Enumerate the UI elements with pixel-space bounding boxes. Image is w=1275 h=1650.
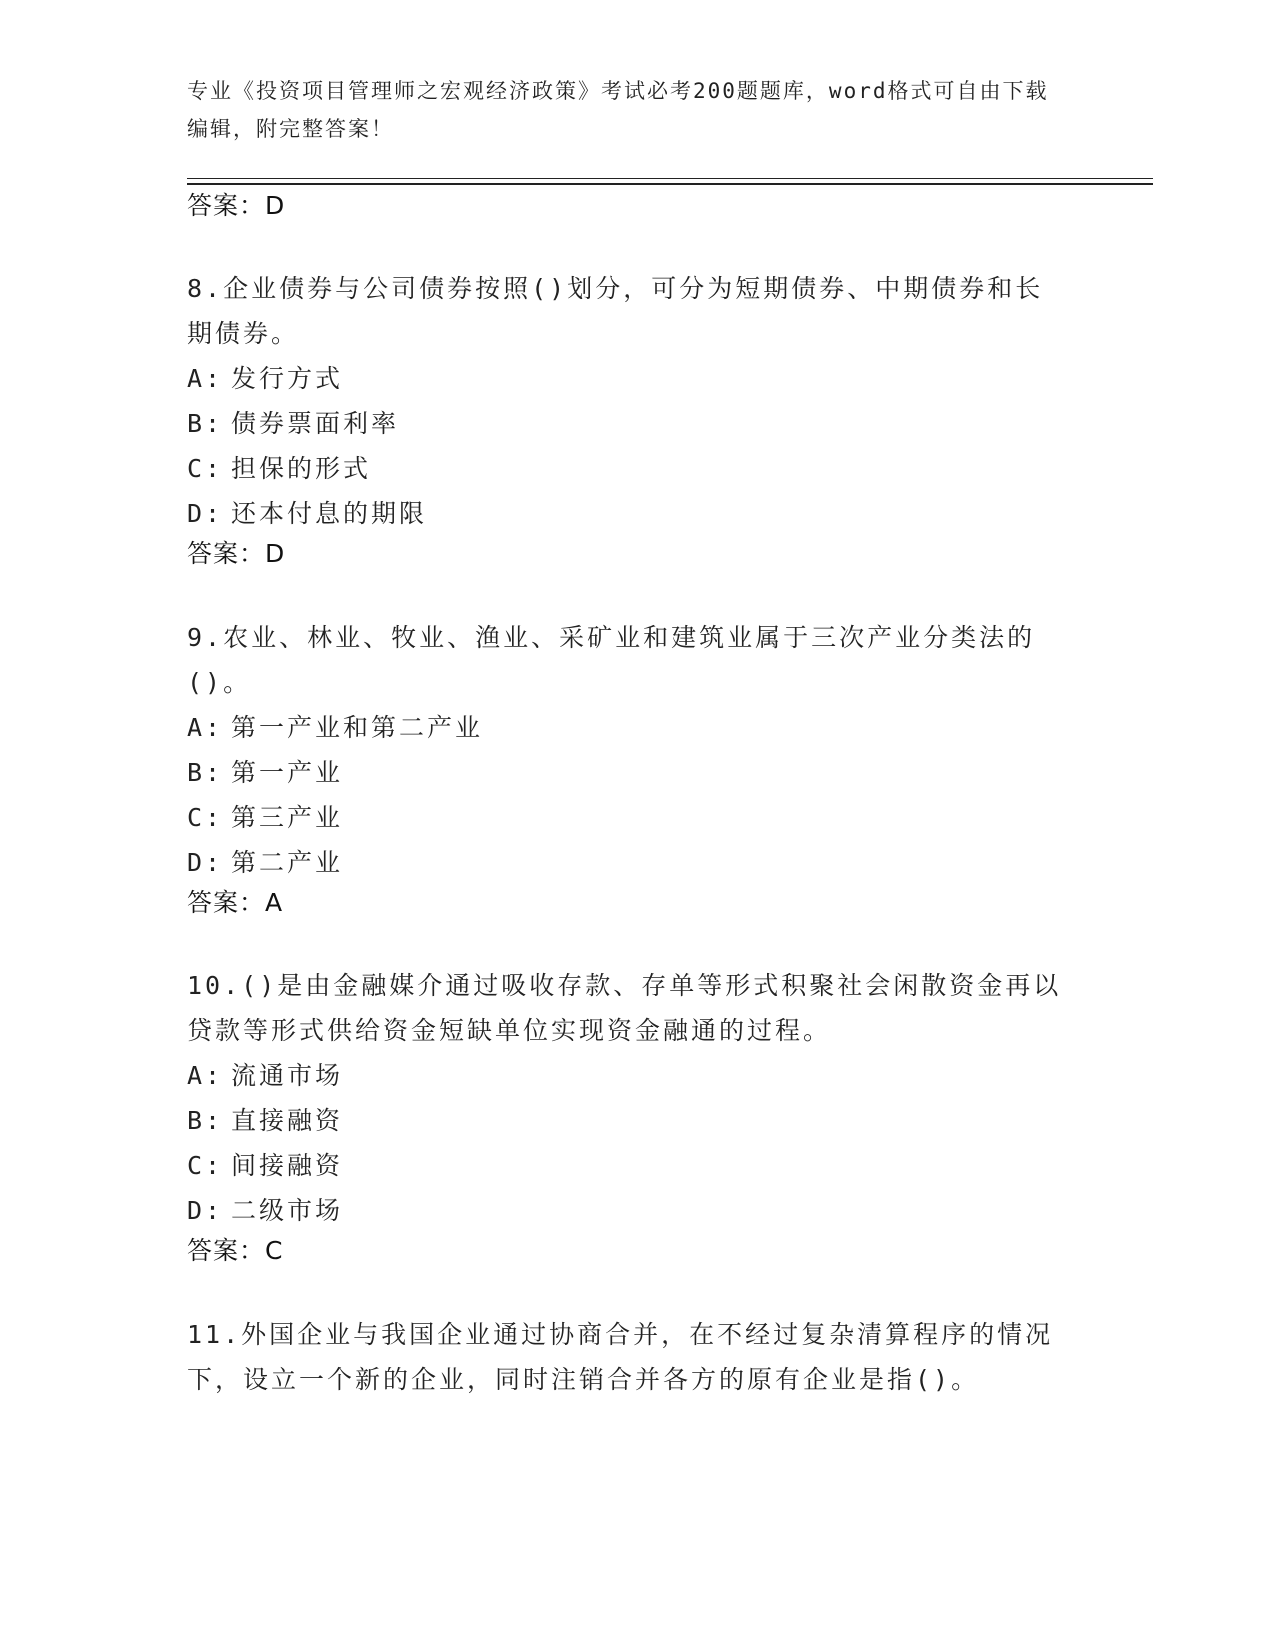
question-stem: 10.()是由金融媒介通过吸收存款、存单等形式积聚社会闲散资金再以贷款等形式供给资金短缺单位实现资金融通的过程。 [187,971,1062,1045]
option-letter: C: [187,454,224,483]
option-a [187,705,1067,750]
option-a [187,1053,1067,1098]
option-letter: D: [187,848,224,877]
option-b [187,401,1067,446]
option-text: 二级市场 [231,1196,344,1225]
option-c [187,446,1067,491]
question-9 [187,615,1067,885]
option-letter: C: [187,1151,224,1180]
option-b [187,750,1067,795]
option-d [187,840,1067,885]
answer-line: 答案：C [187,1236,284,1265]
option-letter: C: [187,803,224,832]
option-letter: B: [187,409,224,438]
option-text: 第三产业 [231,803,344,832]
option-text: 还本付息的期限 [231,499,428,528]
answer-line: 答案：D [187,539,286,568]
option-letter: A: [187,1061,224,1090]
option-text: 间接融资 [231,1151,344,1180]
option-c [187,795,1067,840]
option-text: 第一产业和第二产业 [231,713,484,742]
question-stem: 11.外国企业与我国企业通过协商合并，在不经过复杂清算程序的情况下，设立一个新的企业，同时注销合并各方的原有企业是指()。 [187,1320,1054,1394]
option-text: 发行方式 [231,364,344,393]
option-text: 直接融资 [231,1106,344,1135]
option-letter: B: [187,1106,224,1135]
option-letter: D: [187,1196,224,1225]
answer-line: 答案：A [187,888,284,917]
option-b [187,1098,1067,1143]
header-divider [187,178,1153,179]
option-text: 债券票面利率 [231,409,400,438]
option-d [187,1188,1067,1233]
question-stem: 9.农业、林业、牧业、渔业、采矿业和建筑业属于三次产业分类法的()。 [187,623,1036,697]
question-11 [187,1312,1067,1402]
question-stem: 8.企业债券与公司债券按照()划分，可分为短期债券、中期债券和长期债券。 [187,274,1044,348]
option-letter: B: [187,758,224,787]
document-header: 专业《投资项目管理师之宏观经济政策》考试必考200题题库，word格式可自由下载编辑，附完整答案！ [187,79,1049,141]
question-8 [187,266,1067,536]
option-text: 第二产业 [231,848,344,877]
option-a [187,356,1067,401]
option-text: 担保的形式 [231,454,372,483]
option-text: 流通市场 [231,1061,344,1090]
answer-line: 答案：D [187,191,286,220]
option-letter: A: [187,713,224,742]
option-c [187,1143,1067,1188]
header-divider-thick [187,183,1153,185]
option-letter: D: [187,499,224,528]
option-letter: A: [187,364,224,393]
option-d [187,491,1067,536]
option-text: 第一产业 [231,758,344,787]
question-10 [187,963,1067,1233]
